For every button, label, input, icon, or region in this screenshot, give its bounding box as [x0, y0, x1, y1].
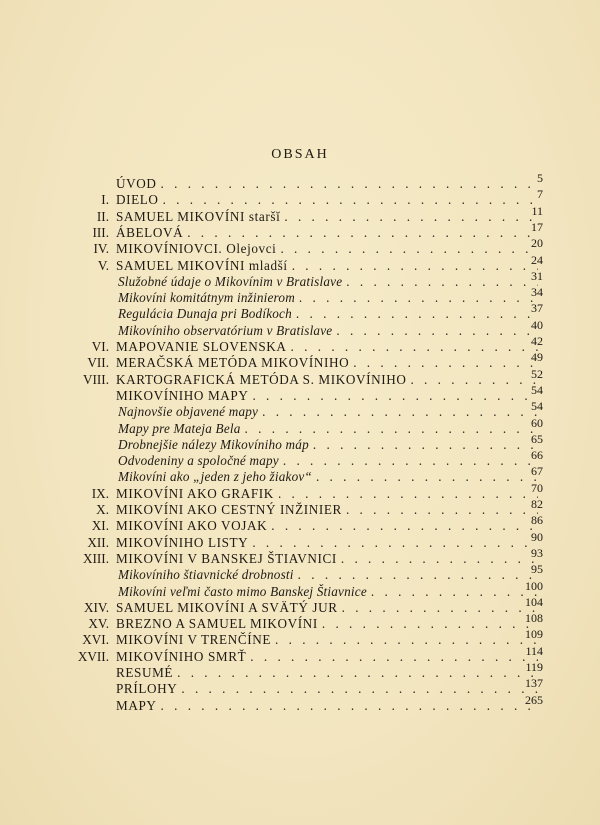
dot-leader: [316, 469, 538, 485]
entry-line: [116, 616, 538, 632]
dot-leader: [280, 241, 538, 257]
page-number: 109: [525, 627, 543, 642]
entry-title: MIKOVÍNIHO MAPY: [116, 387, 249, 403]
page-number: 70: [531, 480, 543, 495]
page-number: 5: [537, 171, 543, 185]
dot-leader: [313, 437, 538, 453]
dot-leader: [410, 372, 538, 388]
page-number: 100: [525, 578, 543, 593]
entry-line: [116, 225, 538, 241]
chapter-number: VI.: [91, 339, 109, 354]
entry-line: [118, 421, 538, 437]
page-number: 67: [531, 464, 543, 479]
entry-title: Mikovíniho observatórium v Bratislave: [118, 322, 333, 338]
dot-leader: [278, 486, 538, 502]
dot-leader: [342, 600, 538, 616]
entry-title: Najnovšie objavené mapy: [118, 404, 259, 420]
dot-leader: [371, 584, 538, 600]
page-number: 93: [531, 545, 543, 560]
entry-title: MIKOVÍNI V TRENČÍNE: [116, 632, 271, 648]
page-number: 82: [531, 497, 543, 511]
entry-line: [118, 437, 538, 453]
dot-leader: [252, 535, 538, 551]
chapter-number: XVII.: [77, 648, 109, 664]
entry-title: Odvodeniny a spoločné mapy: [118, 453, 279, 469]
entry-line: [118, 274, 538, 290]
entry-line: [116, 339, 538, 355]
entry-line: [116, 241, 538, 257]
chapter-number: XVI.: [82, 632, 109, 648]
entry-line: [116, 665, 538, 681]
entry-title: BREZNO A SAMUEL MIKOVÍNI: [116, 616, 318, 632]
entry-title: ÚVOD: [116, 176, 157, 191]
entry-title: Drobnejšie nálezy Mikovíniho máp: [118, 436, 309, 452]
toc-entry: [0, 317, 600, 339]
dot-leader: [161, 176, 539, 192]
entry-line: [116, 681, 538, 697]
dot-leader: [291, 339, 538, 355]
entry-line: [118, 567, 538, 583]
chapter-number: IX.: [91, 485, 109, 501]
entry-title: MIKOVÍNIHO SMRŤ: [116, 648, 247, 664]
entry-title: Mapy pre Mateja Bela: [118, 420, 241, 436]
page-number: 90: [531, 529, 543, 544]
entry-title: Mikovíni veľmi často mimo Banskej Štiavnice: [118, 583, 367, 599]
entry-line: [118, 469, 538, 485]
page-number: 66: [531, 448, 543, 463]
entry-line: [116, 486, 538, 502]
entry-line: [116, 502, 538, 518]
chapter-number: XIII.: [83, 550, 109, 566]
entry-title: Služobné údaje o Mikovínim v Bratislave: [118, 273, 343, 289]
entry-line: [116, 355, 538, 371]
entry-title: Regulácia Dunaja pri Bodíkoch: [118, 306, 292, 322]
entry-title: MIKOVÍNIOVCI. Olejovci: [116, 241, 277, 257]
entry-title: MAPOVANIE SLOVENSKA: [116, 339, 287, 354]
entry-line: [116, 518, 538, 534]
entry-title: RESUMÉ: [116, 665, 174, 680]
dot-leader: [336, 323, 538, 339]
entry-line: [116, 551, 538, 567]
chapter-number: X.: [96, 502, 109, 517]
entry-title: MIKOVÍNI V BANSKEJ ŠTIAVNICI: [116, 550, 337, 566]
dot-leader: [187, 225, 538, 241]
toc-entry: [0, 219, 600, 241]
page-number: 7: [537, 187, 543, 202]
toc-entry: [0, 431, 600, 453]
dot-leader: [346, 502, 538, 518]
page-number: 54: [531, 399, 543, 414]
page-number: 31: [531, 268, 543, 283]
toc-entry: [0, 692, 600, 714]
toc-entry: [0, 562, 600, 583]
entry-title: MIKOVÍNIHO LISTY: [116, 534, 249, 550]
entry-line: [116, 649, 538, 665]
page-number: 34: [531, 285, 543, 300]
toc-entry: [0, 285, 600, 306]
entry-line: [116, 372, 538, 388]
entry-title: MIKOVÍNI AKO VOJAK: [116, 518, 268, 534]
dot-leader: [275, 632, 538, 648]
entry-line: [116, 176, 538, 192]
dot-leader: [262, 404, 538, 420]
dot-leader: [163, 192, 538, 208]
toc-entry: [0, 660, 600, 681]
entry-title: Mikovíniho štiavnické drobnosti: [118, 567, 294, 583]
toc-entry: [0, 513, 600, 534]
toc-entry: [0, 399, 600, 420]
entry-line: [118, 290, 538, 306]
toc-entry: [0, 627, 600, 648]
toc-entry: [0, 236, 600, 257]
dot-leader: [252, 388, 538, 404]
entry-line: [118, 306, 538, 322]
entry-title: SAMUEL MIKOVÍNI staršĭ: [116, 208, 281, 224]
dot-leader: [250, 649, 538, 665]
toc-entry: [0, 480, 600, 502]
entry-title: Mikovíni komitátnym inžinierom: [118, 290, 295, 306]
toc-entry: [0, 448, 600, 469]
page-number: 119: [525, 660, 543, 674]
page-number: 17: [531, 219, 543, 234]
entry-line: [118, 453, 538, 469]
entry-title: MIKOVÍNI AKO CESTNÝ INŽINIER: [116, 502, 342, 517]
toc-entry: [0, 594, 600, 616]
toc-entry: [0, 545, 600, 567]
page-number: 40: [531, 317, 543, 332]
page-number: 65: [531, 431, 543, 446]
page-number: 42: [531, 334, 543, 348]
entry-line: [118, 584, 538, 600]
toc-entry: [0, 643, 600, 665]
chapter-number: XII.: [87, 534, 109, 550]
dot-leader: [245, 421, 538, 437]
entry-title: MAPY: [116, 697, 157, 713]
entry-line: [116, 209, 538, 225]
chapter-number: XV.: [88, 616, 109, 632]
toc-entry: [0, 334, 600, 355]
page-number: 60: [531, 415, 543, 430]
page-number: 86: [531, 513, 543, 528]
entry-title: SAMUEL MIKOVÍNI A SVÄTÝ JUR: [116, 599, 338, 615]
entry-line: [116, 388, 538, 404]
page-number: 114: [525, 643, 543, 658]
entry-title: SAMUEL MIKOVÍNI mladší: [116, 257, 288, 273]
dot-leader: [292, 258, 538, 274]
page-number: 265: [525, 692, 543, 707]
toc-entry: [0, 171, 600, 192]
chapter-number: II.: [96, 208, 109, 224]
entry-line: [116, 698, 538, 714]
page-number: 24: [531, 252, 543, 267]
dot-leader: [177, 665, 538, 681]
toc-entry: [0, 464, 600, 485]
entry-line: [118, 323, 538, 339]
dot-leader: [341, 551, 538, 567]
chapter-number: IV.: [93, 241, 109, 257]
toc-entry: [0, 268, 600, 290]
dot-leader: [299, 290, 538, 306]
dot-leader: [296, 306, 538, 322]
entry-line: [116, 258, 538, 274]
dot-leader: [271, 518, 538, 534]
toc-entry: [0, 203, 600, 225]
page-number: 52: [531, 366, 543, 381]
toc-entry: [0, 301, 600, 322]
entry-title: PRÍLOHY: [116, 681, 178, 697]
dot-leader: [298, 567, 538, 583]
dot-leader: [346, 274, 538, 290]
entry-line: [116, 192, 538, 208]
entry-line: [118, 404, 538, 420]
entry-title: ÁBELOVÁ: [116, 224, 184, 240]
page-number: 20: [531, 236, 543, 251]
chapter-number: XI.: [91, 518, 109, 534]
page-number: 95: [531, 562, 543, 577]
toc-entry: [0, 382, 600, 404]
page-number: 104: [525, 594, 543, 609]
chapter-number: VIII.: [83, 371, 109, 387]
toc-entry: [0, 497, 600, 518]
dot-leader: [161, 698, 538, 714]
toc-entry: [0, 252, 600, 274]
entry-line: [116, 535, 538, 551]
toc-entry: [0, 187, 600, 208]
page-number: 37: [531, 301, 543, 316]
page-number: 49: [531, 350, 543, 365]
toc-entry: [0, 611, 600, 632]
dot-leader: [181, 681, 538, 697]
toc-entry: [0, 676, 600, 697]
toc-entry: [0, 350, 600, 371]
entry-line: [116, 600, 538, 616]
entry-line: [116, 632, 538, 648]
page-number: 54: [531, 382, 543, 397]
entry-title: Mikovíni ako „jeden z jeho žiakov“: [118, 469, 312, 485]
entry-title: DIELO: [116, 192, 159, 208]
toc-entry: [0, 529, 600, 551]
entry-title: KARTOGRAFICKÁ METÓDA S. MIKOVÍNIHO: [116, 371, 407, 387]
dot-leader: [284, 209, 538, 225]
chapter-number: XIV.: [83, 599, 109, 615]
page-title: OBSAH: [271, 147, 329, 162]
chapter-number: VII.: [87, 355, 109, 371]
chapter-number: III.: [92, 224, 109, 240]
page-number: 137: [525, 676, 543, 691]
chapter-number: V.: [97, 257, 109, 273]
page-number: 11: [531, 203, 543, 218]
dot-leader: [283, 453, 538, 469]
toc-entry: [0, 366, 600, 388]
toc-entry: [0, 578, 600, 600]
chapter-number: I.: [101, 192, 109, 208]
entry-title: MERAČSKÁ METÓDA MIKOVÍNIHO: [116, 355, 350, 371]
dot-leader: [322, 616, 538, 632]
page-number: 108: [525, 611, 543, 626]
toc-entry: [0, 415, 600, 437]
entry-title: MIKOVÍNI AKO GRAFIK: [116, 485, 274, 501]
dot-leader: [353, 355, 538, 371]
